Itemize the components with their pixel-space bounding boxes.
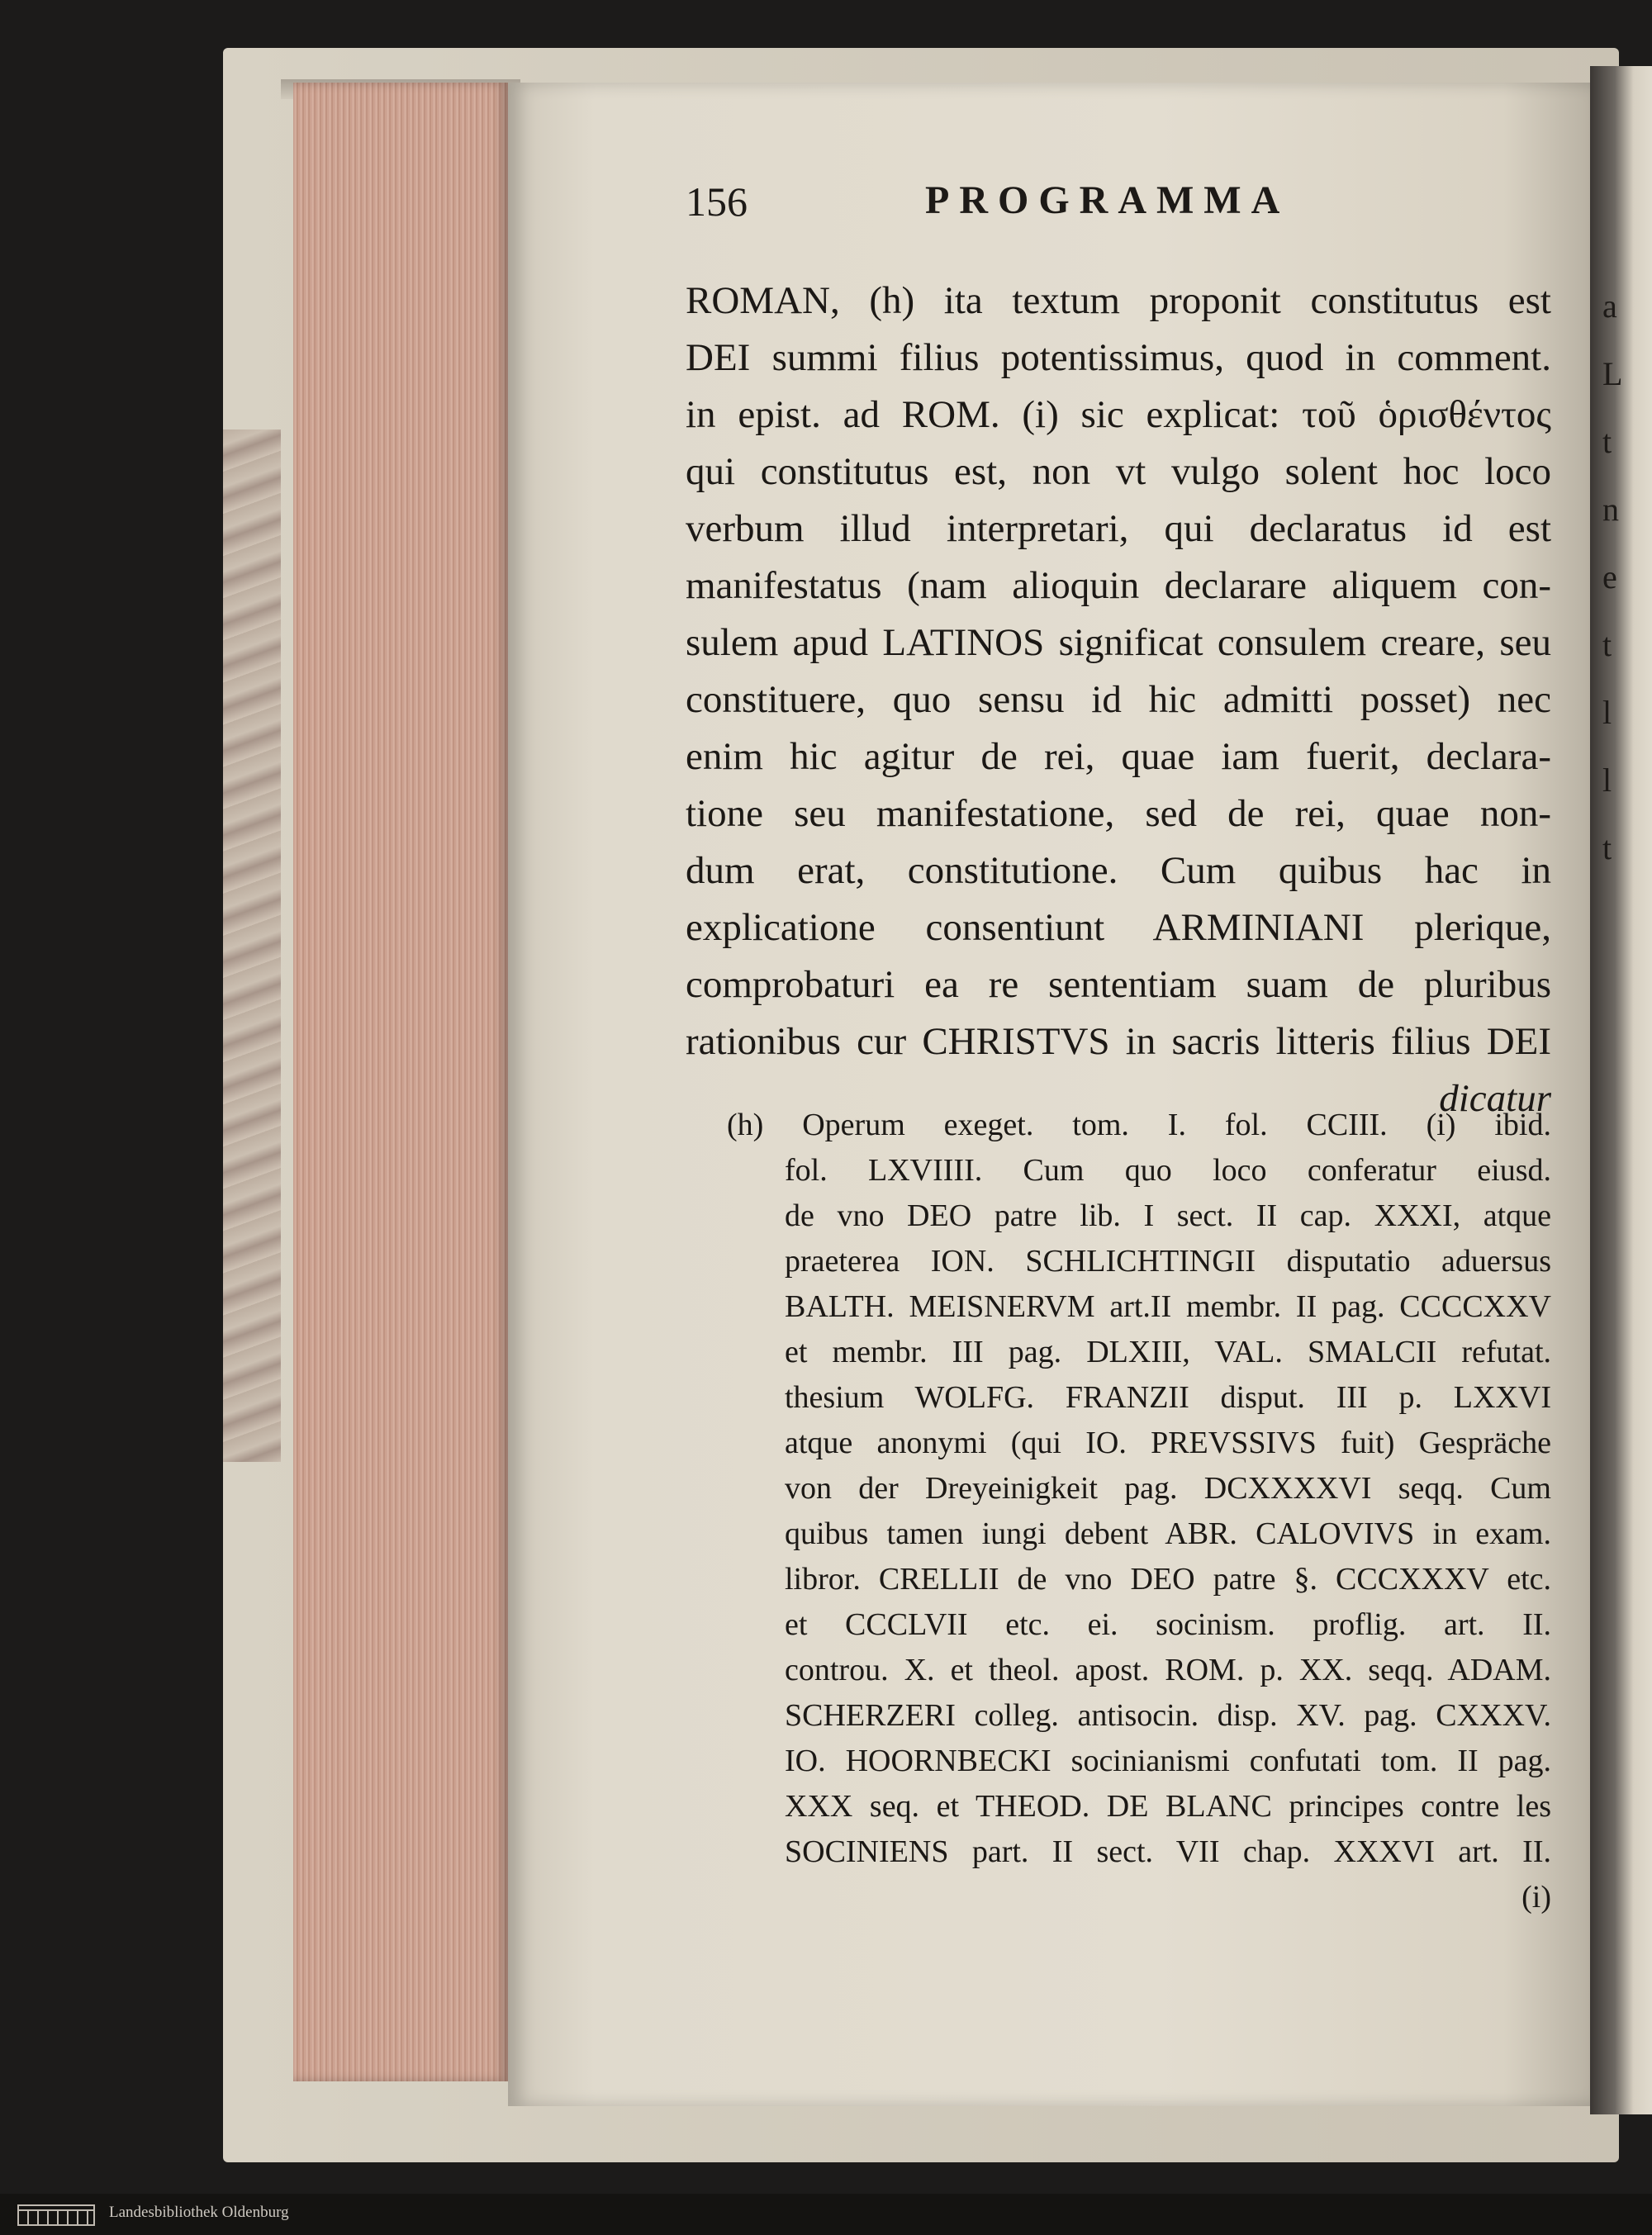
footnote-line: atque anonymi (qui IO. PREVSSIVS fuit) Gespräche <box>785 1426 1551 1460</box>
fragment-letter: t <box>1602 626 1612 663</box>
running-head <box>0 178 1652 244</box>
text-line: ROMAN, (h) ita textum proponit constitutus est <box>686 279 1551 322</box>
footnote-line: BALTH. MEISNERVM art.II membr. II pag. CCCCXXV <box>785 1289 1551 1324</box>
library-name: Landesbibliothek Oldenburg <box>109 2204 289 2221</box>
fragment-letter: l <box>1602 694 1612 731</box>
footnote-line: SCHERZERI colleg. antisocin. disp. XV. pag. CXXXV. <box>785 1698 1551 1733</box>
text-line: in epist. ad ROM. (i) sic explicat: τοῦ ὁρισθέντος <box>686 393 1551 436</box>
fragment-letter: e <box>1602 558 1617 596</box>
footnote-line: de vno DEO patre lib. I sect. II cap. XXXI, atque <box>785 1198 1551 1233</box>
footnote-line: von der Dreyeinigkeit pag. DCXXXXVI seqq. Cum <box>785 1471 1551 1506</box>
footnotes-block <box>727 1103 1551 1920</box>
fragment-letter: t <box>1602 829 1612 866</box>
footer-bar <box>0 2194 1652 2235</box>
footnote-line: et membr. III pag. DLXIII, VAL. SMALCII refutat. <box>785 1335 1551 1369</box>
text-line-catchword: dicatur <box>1439 1077 1551 1120</box>
fragment-letter: a <box>1602 287 1617 325</box>
text-line: sulem apud LATINOS significat consulem creare, seu <box>686 621 1551 664</box>
footnote-line: et CCCLVII etc. ei. socinism. proflig. art. II. <box>785 1607 1551 1642</box>
library-building-icon <box>17 2202 96 2227</box>
text-line: qui constitutus est, non vt vulgo solent hoc loco <box>686 450 1551 493</box>
footnote-line: IO. HOORNBECKI socinianismi confutati tom. II pag. <box>785 1744 1551 1778</box>
footnote-line: SOCINIENS part. II sect. VII chap. XXXVI art. II. <box>785 1834 1551 1869</box>
text-line: explicatione consentiunt ARMINIANI plerique, <box>686 906 1551 949</box>
text-line: tione seu manifestatione, sed de rei, quae non- <box>686 792 1551 835</box>
text-line: rationibus cur CHRISTVS in sacris litteris filius DEI <box>686 1020 1551 1063</box>
text-line: comprobaturi ea re sententiam suam de pluribus <box>686 963 1551 1006</box>
text-line: constituere, quo sensu id hic admitti posset) nec <box>686 678 1551 721</box>
footnote-line: (h) Operum exeget. tom. I. fol. CCIII. (i) ibid. <box>727 1108 1551 1142</box>
text-line: manifestatus (nam alioquin declarare aliquem con- <box>686 564 1551 607</box>
footnote-catchword: (i) <box>1521 1880 1551 1915</box>
footnote-line: libror. CRELLII de vno DEO patre §. CCCXXXV etc. <box>785 1562 1551 1597</box>
text-line: verbum illud interpretari, qui declaratus id est <box>686 507 1551 550</box>
page-title: PROGRAMMA <box>925 178 1290 222</box>
page-block-edge <box>293 83 508 2081</box>
footnote-line: thesium WOLFG. FRANZII disput. III p. LXXVI <box>785 1380 1551 1415</box>
fragment-letter: L <box>1602 355 1623 392</box>
next-page-fragment <box>1602 273 1652 882</box>
footnote-line: praeterea ION. SCHLICHTINGII disputatio aduersus <box>785 1244 1551 1279</box>
footnote-line: fol. LXVIIII. Cum quo loco conferatur eiusd. <box>785 1153 1551 1188</box>
text-line: enim hic agitur de rei, quae iam fuerit, declara- <box>686 735 1551 778</box>
text-line: dum erat, constitutione. Cum quibus hac in <box>686 849 1551 892</box>
text-line: DEI summi filius potentissimus, quod in comment. <box>686 336 1551 379</box>
marbled-cover-edge <box>223 429 281 1462</box>
main-text-block <box>686 273 1551 1127</box>
fragment-letter: n <box>1602 491 1619 528</box>
page-number: 156 <box>686 178 748 225</box>
fragment-letter: t <box>1602 423 1612 460</box>
fragment-letter: l <box>1602 762 1612 799</box>
footnote-line: controu. X. et theol. apost. ROM. p. XX. seqq. ADAM. <box>785 1653 1551 1687</box>
footnote-line: quibus tamen iungi debent ABR. CALOVIVS in exam. <box>785 1516 1551 1551</box>
footnote-line: XXX seq. et THEOD. DE BLANC principes contre les <box>785 1789 1551 1824</box>
